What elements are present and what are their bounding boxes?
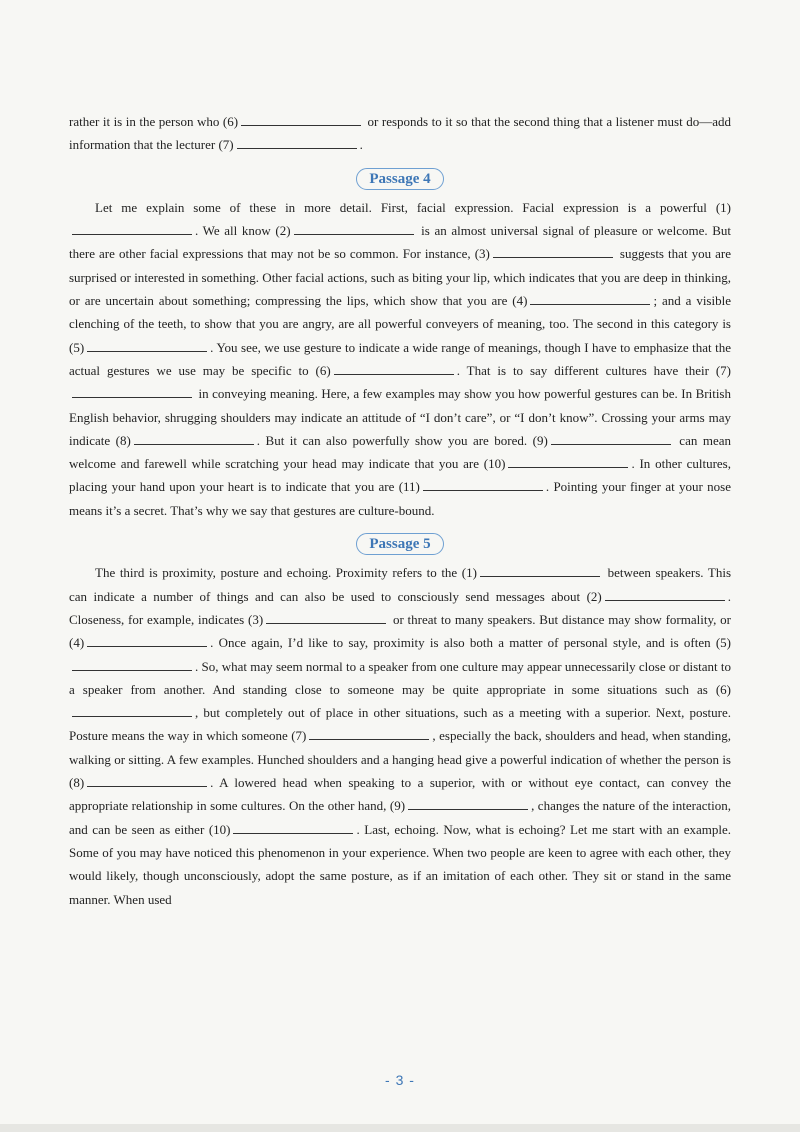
text-segment: . Closeness, for example, indicates (3) [69,588,731,627]
text-segment: . [359,137,363,153]
text-segment: can mean welcome and farewell while scratching your head may indicate that you are (10) [69,432,731,472]
text-segment: . Pointing your finger at your nose means it’s a secret. That’s why we say that gestures are culture-bound. [69,479,731,518]
passage4-heading-wrap [69,167,731,190]
page-bottom-edge [0,1124,800,1132]
answer-blank[interactable] [423,489,543,491]
answer-blank[interactable] [241,124,361,126]
text-segment: , but completely out of place in other situations, such as a meeting with a superior. Next, posture. Posture means the way in which someone (7) [69,705,731,744]
text-segment: , changes the nature of the interaction, and can be seen as either (10) [69,798,732,837]
text-segment: or responds to it so that the second thing that a listener must do—add information that the lecturer (7) [69,114,731,153]
passage5-paragraph [69,561,731,910]
page-content [69,110,731,911]
text-segment: . A lowered head when speaking to a superior, with or without eye contact, can convey the appropriate relationship in some cultures. On the other hand, (9) [69,775,731,814]
answer-blank[interactable] [72,396,192,398]
answer-blank[interactable] [309,738,429,740]
text-segment: . You see, we use gesture to indicate a wide range of meanings, though I have to emphasize that the actual gestures we use may be specific to (6) [69,339,731,378]
answer-blank[interactable] [530,303,650,305]
text-segment: . So, what may seem normal to a speaker from one culture may appear unnecessarily close or distant to a speaker from another. And standing close to someone may be quite appropriate in some situations such as (6) [69,658,731,697]
text-segment: rather it is in the person who (6) [69,114,239,129]
answer-blank[interactable] [87,785,207,787]
text-segment: The third is proximity, posture and echoing. Proximity refers to the (1) [95,565,477,581]
text-segment: suggests that you are surprised or interested in something. Other facial actions, such as biting your lip, which indicates that you are deep in thinking, or are uncertain about something; compressing the lips, which show that you are (4) [69,246,732,309]
text-segment: between speakers. This can indicate a number of things and can also be used to consciously send messages about (2) [69,565,731,604]
answer-blank[interactable] [294,233,414,235]
text-segment: or threat to many speakers. But distance may show formality, or (4) [69,611,731,651]
text-segment: Let me explain some of these in more detail. First, facial expression. Facial expression is a powerful (1) [95,199,731,215]
text-segment: , especially the back, shoulders and head, when standing, walking or sitting. A few examples. Hunched shoulders and a hanging head give a powerful indication of whether the person is (8) [69,728,731,791]
answer-blank[interactable] [72,715,192,717]
text-segment: in conveying meaning. Here, a few examples may show you how powerful gestures can be. In British English behavior, shrugging shoulders may indicate an attitude of “I don’t care”, or “I don’t know”. Crossing your arms may indicate (8) [69,386,731,448]
text-segment: . That is to say different cultures have their (7) [456,362,732,378]
answer-blank[interactable] [134,443,254,445]
answer-blank[interactable] [266,622,386,624]
page-number: - 3 - [385,1072,415,1088]
passage3-tail-paragraph [69,110,731,157]
answer-blank[interactable] [480,575,600,577]
text-segment: . Once again, I’d like to say, proximity is also both a matter of personal style, and is often (5) [210,635,731,651]
passage5-heading-wrap [69,532,731,555]
answer-blank[interactable] [87,645,207,647]
text-segment: . We all know (2) [195,223,291,239]
answer-blank[interactable] [72,233,192,235]
text-segment: . In other cultures, placing your hand upon your heart is to indicate that you are (11) [69,456,731,495]
passage5-heading: Passage 5 [356,533,443,555]
answer-blank[interactable] [237,147,357,149]
answer-blank[interactable] [233,832,353,834]
passage4-paragraph [69,196,731,522]
text-segment: ; and a visible clenching of the teeth, to show that you are angry, are all powerful conveyers of meaning, too. The second in this category is (5) [69,293,731,355]
answer-blank[interactable] [493,256,613,258]
passage4-heading: Passage 4 [356,168,443,190]
answer-blank[interactable] [72,669,192,671]
text-segment: . Last, echoing. Now, what is echoing? Let me start with an example. Some of you may have noticed this phenomenon in your experience. When two people are keen to agree with each other, they would likely, though unconsciously, adopt the same posture, as if an imitation of each other. They sit or stand in the same manner. When used [69,821,731,907]
answer-blank[interactable] [508,466,628,468]
answer-blank[interactable] [551,443,671,445]
answer-blank[interactable] [605,599,725,601]
text-segment: is an almost universal signal of pleasure or welcome. But there are other facial expressions that may not be so common. For instance, (3) [69,223,731,262]
answer-blank[interactable] [334,373,454,375]
answer-blank[interactable] [87,350,207,352]
text-segment: . But it can also powerfully show you are bored. (9) [256,432,548,448]
answer-blank[interactable] [408,808,528,810]
